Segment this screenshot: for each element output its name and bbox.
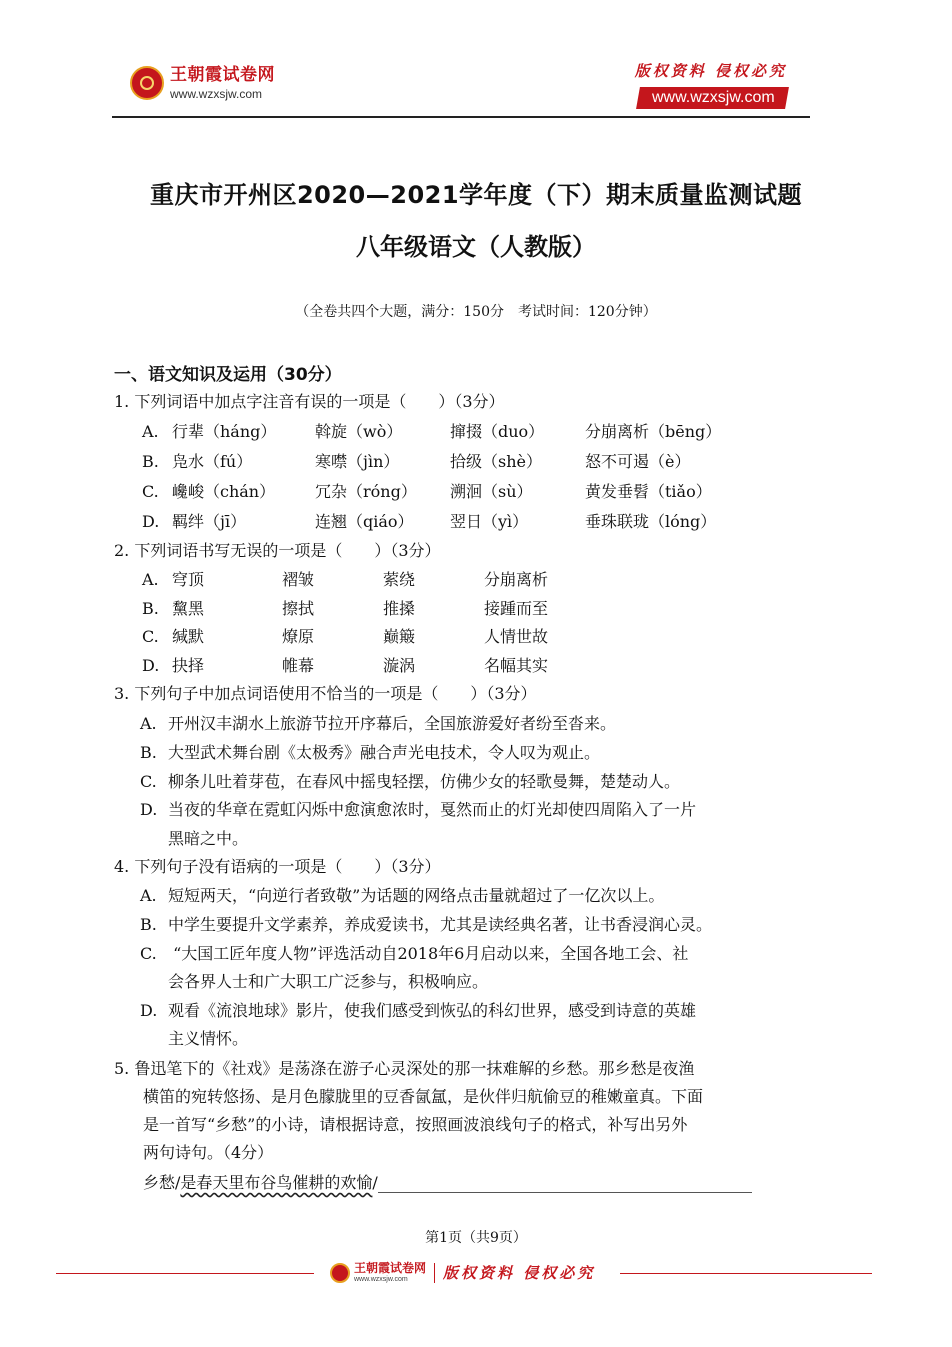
option-a — [140, 886, 664, 906]
option-d-continued: 黑暗之中。 — [168, 829, 249, 848]
option-word: 擦拭 — [282, 599, 315, 618]
option-word: 翌日（yì） — [450, 512, 529, 531]
page-title: 重庆市开州区2020—2021学年度（下）期末质量监测试题 — [149, 181, 803, 209]
option-label: A. — [140, 886, 157, 905]
footer-rule-right — [620, 1273, 872, 1274]
option-word: 推搡 — [383, 599, 416, 618]
question-5-line-3: 是一首写“乡愁”的小诗，请根据诗意，按照画波浪线句子的格式，补写出另外 — [143, 1115, 688, 1134]
option-d — [140, 800, 696, 820]
option-word: 帷幕 — [282, 656, 315, 675]
option-word: 分崩离析（bēng） — [585, 422, 722, 441]
header-right — [587, 60, 787, 109]
option-text: 大型武术舞台剧《太极秀》融合声光电技术，令人叹为观止。 — [168, 743, 601, 762]
option-label: B. — [142, 452, 159, 471]
header-divider — [112, 116, 810, 118]
option-word: 斡旋（wò） — [315, 422, 403, 441]
option-word: 人情世故 — [484, 627, 549, 646]
option-label: C. — [140, 772, 157, 791]
option-text: “大国工匠年度人物”评选活动自2018年6月启动以来，全国各地工会、社 — [168, 944, 689, 963]
option-word: 巅簸 — [383, 627, 416, 646]
footer-rule-left — [56, 1273, 314, 1274]
poem-line — [143, 1173, 752, 1193]
option-word: 漩涡 — [383, 656, 416, 675]
option-word: 分崩离析 — [484, 570, 549, 589]
option-word: 行辈（háng） — [172, 422, 277, 441]
option-word: 黧黑 — [172, 599, 205, 618]
option-c — [140, 772, 680, 792]
option-d-continued: 主义情怀。 — [168, 1029, 249, 1048]
header-slogan: 版权资料 侵权必究 — [634, 62, 787, 80]
option-text: 观看《流浪地球》影片，使我们感受到恢弘的科幻世界，感受到诗意的英雄 — [168, 1001, 697, 1020]
option-word: 燎原 — [282, 627, 315, 646]
logo-name: 王朝霞试卷网 — [170, 64, 275, 85]
option-label: C. — [140, 944, 157, 963]
option-text: 当夜的华章在霓虹闪烁中愈演愈浓时，戛然而止的灯光却使四周陷入了一片 — [168, 800, 697, 819]
option-label: B. — [142, 599, 159, 618]
header-url-badge — [636, 87, 789, 109]
option-word: 怒不可遏（è） — [585, 452, 691, 471]
question-1-stem: 1. 下列词语中加点字注音有误的一项是（ ）（3分） — [114, 392, 505, 411]
section-heading: 一、语文知识及运用（30分） — [114, 365, 342, 385]
option-label: B. — [140, 743, 157, 762]
option-word: 羁绊（jī） — [172, 512, 247, 531]
option-d — [140, 1001, 696, 1021]
footer-slogan: 版权资料 侵权必究 — [443, 1264, 596, 1282]
page-number: 第1页（共9页） — [425, 1230, 527, 1246]
question-5-line-2: 横笛的宛转悠扬、是月色朦胧里的豆香氤氲，是伙伴归航偷豆的稚嫩童真。下面 — [143, 1087, 704, 1106]
option-label: D. — [140, 800, 158, 819]
poem-prefix: 乡愁/ — [143, 1173, 181, 1192]
header-url-text: www.wzxsjw.com — [652, 89, 775, 106]
question-2-stem: 2. 下列词语书写无误的一项是（ ）（3分） — [114, 541, 441, 560]
option-word: 穹顶 — [172, 570, 205, 589]
option-a — [140, 714, 616, 734]
option-word: 黄发垂髫（tiǎo） — [585, 482, 712, 501]
option-word: 名幅其实 — [484, 656, 549, 675]
option-text: 柳条儿吐着芽苞，在春风中摇曳轻摆，仿佛少女的轻歌曼舞，楚楚动人。 — [168, 772, 681, 791]
option-label: A. — [140, 714, 157, 733]
footer-separator — [434, 1263, 435, 1283]
option-text: 短短两天，“向逆行者致敬”为话题的网络点击量就超过了一亿次以上。 — [168, 886, 665, 905]
option-label: B. — [140, 915, 157, 934]
option-word: 撺掇（duo） — [450, 422, 545, 441]
logo-url: www.wzxsjw.com — [170, 86, 263, 101]
option-b — [140, 743, 600, 763]
option-word: 接踵而至 — [484, 599, 549, 618]
option-word: 寒噤（jìn） — [315, 452, 400, 471]
question-5-line-4: 两句诗句。（4分） — [143, 1143, 274, 1162]
option-label: C. — [142, 627, 159, 646]
option-word: 凫水（fú） — [172, 452, 253, 471]
option-label: A. — [142, 422, 159, 441]
option-label: D. — [142, 656, 160, 675]
option-label: C. — [142, 482, 159, 501]
footer-logo — [330, 1262, 595, 1283]
option-label: A. — [142, 570, 159, 589]
option-word: 垂珠联珑（lóng） — [585, 512, 717, 531]
exam-info: （全卷共四个大题，满分：150分 考试时间：120分钟） — [295, 304, 657, 320]
option-text: 开州汉丰湖水上旅游节拉开序幕后，全国旅游爱好者纷至沓来。 — [168, 714, 617, 733]
logo-seal-icon — [130, 66, 164, 100]
question-3-stem: 3. 下列句子中加点词语使用不恰当的一项是（ ）（3分） — [114, 684, 537, 703]
option-c — [140, 944, 688, 964]
option-b — [140, 915, 712, 935]
option-label: D. — [142, 512, 160, 531]
option-word: 抉择 — [172, 656, 205, 675]
option-word: 褶皱 — [282, 570, 315, 589]
footer-seal-icon — [330, 1263, 350, 1283]
option-word: 缄默 — [172, 627, 205, 646]
question-5-line-1: 5. 鲁迅笔下的《社戏》是荡涤在游子心灵深处的那一抹难解的乡愁。那乡愁是夜渔 — [114, 1059, 695, 1078]
answer-blank[interactable] — [378, 1176, 752, 1193]
footer-logo-name: 王朝霞试卷网 — [354, 1261, 427, 1275]
poem-wavy-text: 是春天里布谷鸟催耕的欢愉 — [180, 1173, 373, 1192]
option-word: 溯洄（sù） — [450, 482, 533, 501]
option-word: 巉峻（chán） — [172, 482, 276, 501]
poem-slash: / — [372, 1173, 378, 1192]
option-word: 萦绕 — [383, 570, 416, 589]
option-word: 拾级（shè） — [450, 452, 542, 471]
header-logo — [130, 66, 275, 100]
option-word: 冗杂（róng） — [315, 482, 417, 501]
question-4-stem: 4. 下列句子没有语病的一项是（ ）（3分） — [114, 857, 441, 876]
option-word: 连翘（qiáo） — [315, 512, 414, 531]
option-label: D. — [140, 1001, 158, 1020]
page-subtitle: 八年级语文（人教版） — [356, 233, 596, 261]
footer-logo-url: www.wzxsjw.com — [354, 1276, 408, 1283]
option-text: 中学生要提升文学素养，养成爱读书，尤其是读经典名著，让书香浸润心灵。 — [168, 915, 713, 934]
option-c-continued: 会各界人士和广大职工广泛参与，积极响应。 — [168, 972, 489, 991]
